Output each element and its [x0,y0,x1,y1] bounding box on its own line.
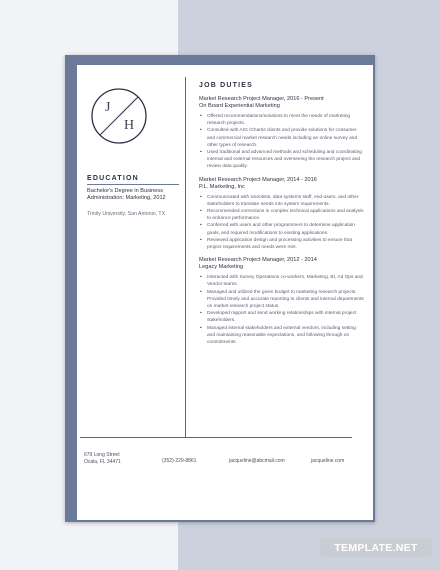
job-title: Market Research Project Manager, 2012 - 2014 [199,257,317,264]
job-bullet: • Developed rapport and send working relationships with internal project stakeholders. [199,310,365,324]
footer-address [84,452,121,466]
job-bullet: • Reviewed application design and processing activities to ensure that project requirements and needs were met. [199,237,365,251]
job-bullet: • Managed internal stakeholders and external vendors, including setting and maintaining reasonable expectations, and following through on commitments. [199,325,365,347]
job-company: Legacy Marketing [199,264,244,271]
monogram-logo [90,87,148,145]
job-bullet: • Interacted with Survey Operations co-workers, Marketing, BI, Ad Ops and Vendor teams. [199,274,365,288]
job-title: Market Research Project Manager, 2016 - Present [199,96,324,102]
job-entry [199,177,365,252]
address-line-1: 679 Long Street [84,452,120,458]
job-bullet: • Recommended corrections in complex technical applications and analysis to enhance performance. [199,208,365,222]
right-accent-edge [373,55,375,522]
job-duties-heading: JOB DUTIES [199,82,254,89]
column-divider [185,77,186,437]
monogram-circle-icon [90,87,148,145]
footer-rule [80,437,352,438]
job-bullet: • Managed and utilized the given budget to marketing research projects. Provided timely and accurate reporting to clients and internal departments on market research project status. [199,289,365,311]
left-accent-band [65,55,77,522]
job-company: P.L. Marketing, Inc [199,183,245,190]
job-entry [199,96,365,171]
resume-page [65,55,375,522]
monogram-first-initial: J [105,100,112,115]
job-bullet-list [199,274,365,346]
job-title: Market Research Project Manager, 2014 - 2016 [199,176,317,183]
job-bullet: • Used traditional and advanced methods and scheduling and coordinating internal and external resources and overseeing the research project and review data quality. [199,149,365,171]
monogram-last-initial: H [124,118,136,133]
education-heading: EDUCATION [87,175,139,182]
education-degree: Bachelor's Degree in Business Administration: Marketing, 2012 [87,188,166,202]
job-bullet: • Offered recommendations/solutions to meet the needs of marketing research projects. [199,113,365,127]
footer-email[interactable]: jacqueline@abcmail.com [229,458,285,464]
education-rule [87,184,179,185]
top-accent-band [65,55,375,65]
education-school: Trinity University, San Antonio, TX [87,211,166,217]
footer-website[interactable]: jacqueline.com [311,458,345,464]
address-line-2: Ocala, FL 34471 [84,459,121,465]
job-bullet: • Communicated with scientists, data systems staff, end-users, and other stakeholders to translate needs into system requirements. [199,194,365,208]
job-bullet-list [199,194,365,252]
job-bullet: • Consulted with AIG /Chartis clients and provide solutions for consumer and commercial market research needs including an online survey and other types of research. [199,127,365,149]
template-net-watermark: TEMPLATE.NET [320,538,432,557]
job-bullet: • Conferred with users and other programmers to determine application goals, and required modifications to existing applications. [199,222,365,236]
job-entry [199,257,365,346]
job-bullet-list [199,113,365,171]
footer-phone: (352)-229-8861 [162,458,197,464]
job-duties-section [199,82,365,352]
bottom-accent-edge [65,520,375,522]
job-company: On Board Experiential Marketing [199,103,280,109]
